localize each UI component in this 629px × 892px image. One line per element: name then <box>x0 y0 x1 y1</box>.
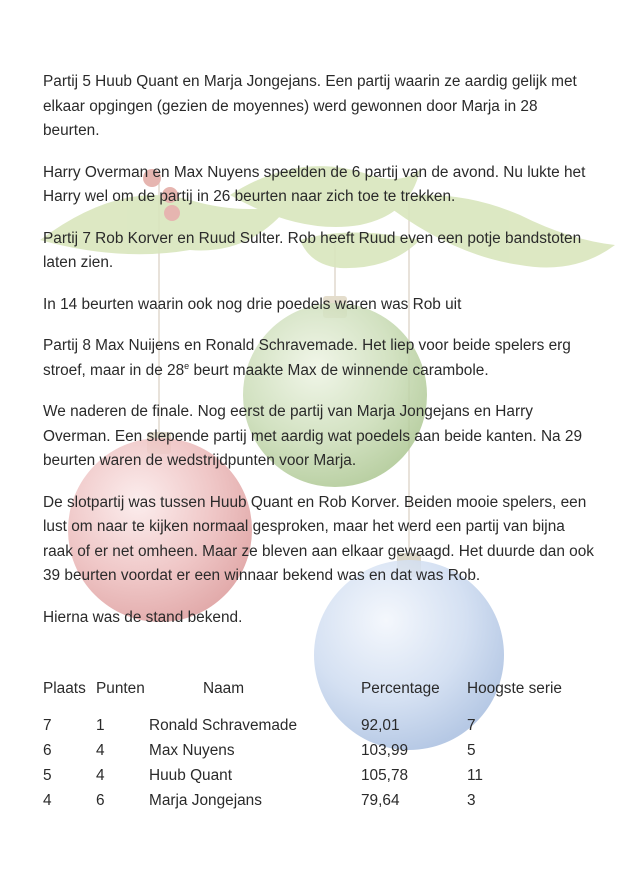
cell-hoogste-serie: 7 <box>467 717 476 734</box>
standings-table <box>43 676 603 813</box>
table-row <box>43 738 603 763</box>
header-plaats: Plaats <box>43 680 86 697</box>
cell-percentage: 92,01 <box>361 717 400 734</box>
header-punten: Punten <box>96 680 145 697</box>
cell-percentage: 103,99 <box>361 742 409 759</box>
paragraph-partij-6: Harry Overman en Max Nuyens speelden de 6 partij van de avond. Nu lukte het Harry wel om de partij in 26 beurten naar zich toe te trekken. <box>43 163 586 205</box>
cell-punten: 4 <box>96 742 105 759</box>
partij-8-text-before: Partij 8 Max Nuijens en Ronald Schravemade. Het liep voor beide spelers erg stroef, maar in de 28 <box>43 337 571 379</box>
paragraph-finale: We naderen de finale. Nog eerst de partij van Marja Jongejans en Harry Overman. Een slepende partij met aardig wat poedels aan beide kanten. Na 29 beurten waren de wedstrijdpunten voor Marja. <box>43 403 583 469</box>
table-row <box>43 763 603 788</box>
cell-punten: 4 <box>96 767 105 784</box>
cell-naam: Huub Quant <box>149 767 232 784</box>
cell-naam: Marja Jongejans <box>149 792 262 809</box>
paragraph-partij-7-result: In 14 beurten waarin ook nog drie poedels waren was Rob uit <box>43 295 462 313</box>
cell-hoogste-serie: 3 <box>467 792 476 809</box>
table-header <box>43 676 603 701</box>
cell-plaats: 5 <box>43 767 52 784</box>
table-row <box>43 713 603 738</box>
header-naam: Naam <box>203 680 245 697</box>
cell-punten: 1 <box>96 717 105 734</box>
cell-naam: Ronald Schravemade <box>149 717 298 734</box>
cell-percentage: 105,78 <box>361 767 409 784</box>
article-text <box>43 70 595 647</box>
cell-punten: 6 <box>96 792 105 809</box>
cell-naam: Max Nuyens <box>149 742 235 759</box>
paragraph-partij-5: Partij 5 Huub Quant en Marja Jongejans. Een partij waarin ze aardig gelijk met elkaar opgingen (gezien de moyennes) werd gewonnen door Marja in 28 beurten. <box>43 73 577 139</box>
paragraph-stand: Hierna was de stand bekend. <box>43 608 243 626</box>
cell-hoogste-serie: 11 <box>467 767 483 784</box>
cell-hoogste-serie: 5 <box>467 742 476 759</box>
partij-8-text-after: beurt maakte Max de winnende carambole. <box>189 361 489 379</box>
cell-percentage: 79,64 <box>361 792 400 809</box>
paragraph-partij-8 <box>43 334 595 383</box>
superscript-e: e <box>184 360 190 371</box>
cell-plaats: 4 <box>43 792 52 809</box>
cell-plaats: 6 <box>43 742 52 759</box>
header-percentage: Percentage <box>361 680 440 697</box>
paragraph-slotpartij: De slotpartij was tussen Huub Quant en Rob Korver. Beiden mooie spelers, een lust om naar te kijken normaal gesproken, maar het werd een partij van bijna raak of er net omheen. Maar ze bleven aan elkaar gewaagd. Het duurde dan ook 39 beurten voordat er een winnaar bekend was en dat was Rob. <box>43 493 594 584</box>
paragraph-partij-7: Partij 7 Rob Korver en Ruud Sulter. Rob heeft Ruud even een potje bandstoten laten zien. <box>43 229 582 271</box>
cell-plaats: 7 <box>43 717 52 734</box>
header-hoogste-serie: Hoogste serie <box>467 680 562 697</box>
table-row <box>43 788 603 813</box>
